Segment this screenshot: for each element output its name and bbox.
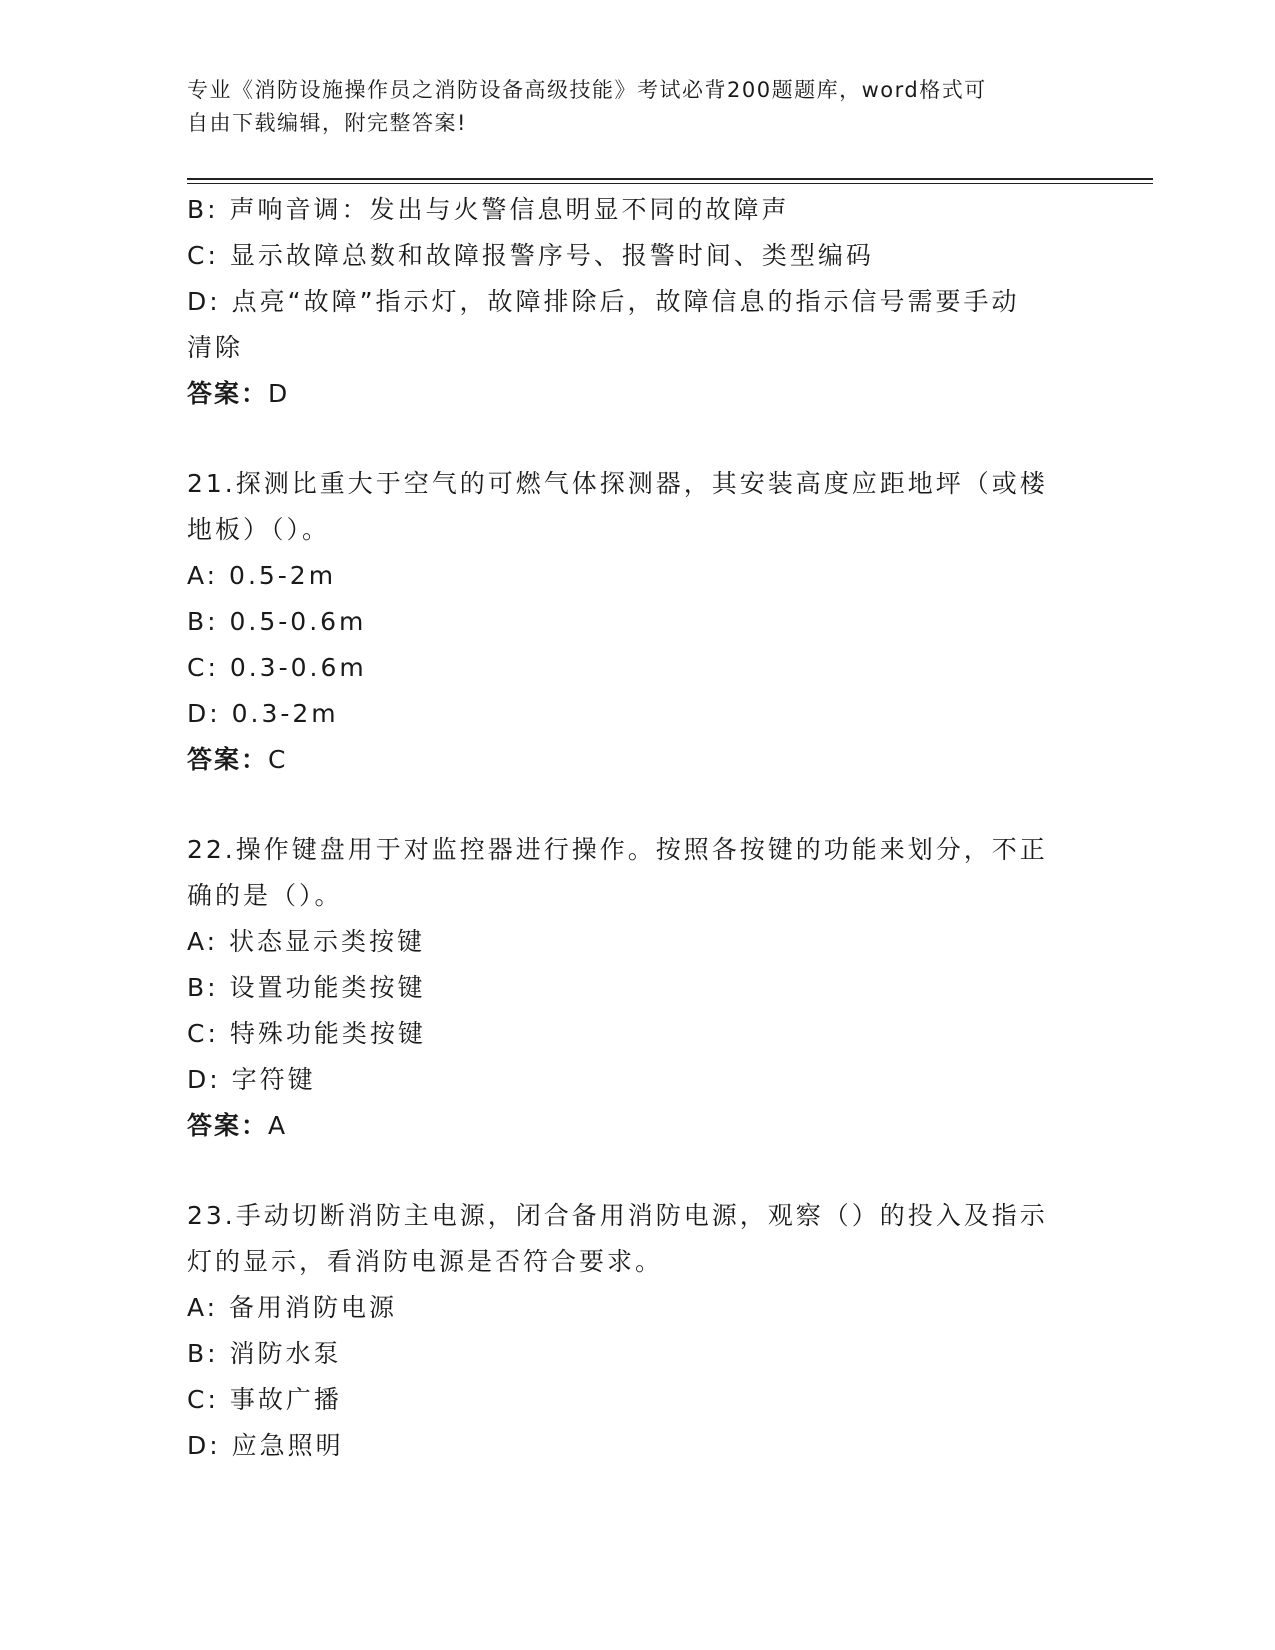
answer-value: D	[268, 379, 290, 408]
option-d: D: 应急照明	[187, 1431, 344, 1460]
header-line-2: 自由下载编辑，附完整答案!	[187, 111, 467, 135]
option-b: B: 设置功能类按键	[187, 973, 426, 1002]
answer-value: A	[268, 1111, 288, 1140]
answer-line	[187, 737, 1077, 783]
answer-label: 答案：	[187, 1111, 269, 1140]
option-b: B: 声响音调：发出与火警信息明显不同的故障声	[187, 195, 790, 224]
question-continuation	[187, 187, 1077, 417]
option-b: B: 消防水泵	[187, 1339, 342, 1368]
answer-line	[187, 1103, 1077, 1149]
question-stem-continued: 地板）（）。	[187, 515, 331, 544]
option-c: C: 0.3-0.6m	[187, 653, 367, 682]
option-d: D: 0.3-2m	[187, 699, 339, 728]
header-divider-thick	[187, 178, 1153, 180]
option-b: B: 0.5-0.6m	[187, 607, 367, 636]
header-divider-thin	[187, 183, 1153, 184]
question-23	[187, 1193, 1077, 1469]
question-stem-continued: 确的是（）。	[187, 881, 343, 910]
option-c: C: 特殊功能类按键	[187, 1019, 426, 1048]
option-a: A: 0.5-2m	[187, 561, 337, 590]
option-d: D: 点亮“故障”指示灯，故障排除后，故障信息的指示信号需要手动	[187, 287, 1020, 316]
question-stem-continued: 灯的显示，看消防电源是否符合要求。	[187, 1247, 664, 1276]
option-d-continued: 清除	[187, 333, 244, 362]
header-line-1: 专业《消防设施操作员之消防设备高级技能》考试必背200题题库，word格式可	[187, 78, 987, 102]
answer-value: C	[268, 745, 288, 774]
question-21	[187, 461, 1077, 783]
option-c: C: 事故广播	[187, 1385, 342, 1414]
answer-line	[187, 371, 1077, 417]
spacer	[187, 783, 1077, 827]
option-d: D: 字符键	[187, 1065, 316, 1094]
spacer	[187, 1149, 1077, 1193]
spacer	[187, 417, 1077, 461]
option-a: A: 状态显示类按键	[187, 927, 426, 956]
question-stem: 21.探测比重大于空气的可燃气体探测器，其安装高度应距地坪（或楼	[187, 469, 1048, 498]
document-header	[187, 74, 1077, 140]
question-22	[187, 827, 1077, 1149]
question-stem: 22.操作键盘用于对监控器进行操作。按照各按键的功能来划分，不正	[187, 835, 1048, 864]
option-c: C: 显示故障总数和故障报警序号、报警时间、类型编码	[187, 241, 874, 270]
option-a: A: 备用消防电源	[187, 1293, 398, 1322]
answer-label: 答案：	[187, 379, 269, 408]
answer-label: 答案：	[187, 745, 269, 774]
question-content	[187, 187, 1077, 1469]
question-stem: 23.手动切断消防主电源，闭合备用消防电源，观察（）的投入及指示	[187, 1201, 1048, 1230]
